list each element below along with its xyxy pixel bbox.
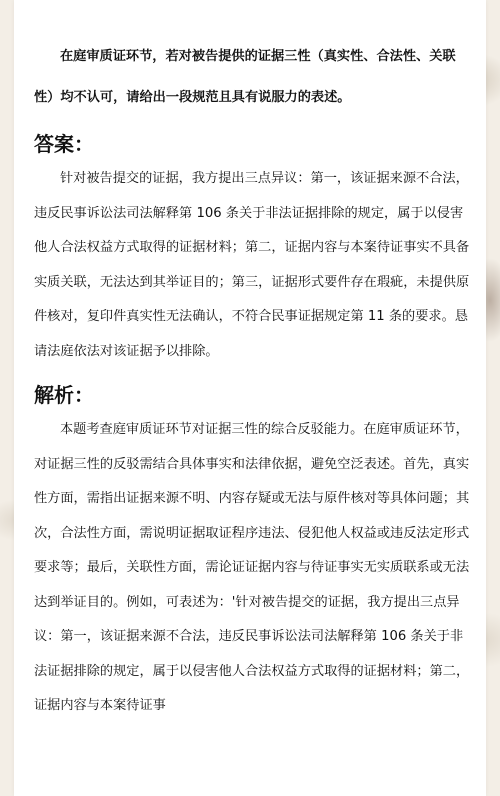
question-text: 在庭审质证环节，若对被告提供的证据三性（真实性、合法性、关联性）均不认可，请给出一段规范且具有说服力的表述。 [34,49,456,105]
answer-heading: 答案： [34,132,94,156]
document-content [34,36,470,724]
analysis-heading: 解析： [34,383,94,407]
answer-text: 针对被告提交的证据，我方提出三点异议：第一，该证据来源不合法，违反民事诉讼法司法解释第 106 条关于非法证据排除的规定，属于以侵害他人合法权益方式取得的证据材料；第二，证据内容与本案待证事实不具备实质关联，无法达到其举证目的；第三，证据形式要件存在瑕疵，未提供原件核对，复印件真实性无法确认，不符合民事证据规定第 11 条的要求。恳请法庭依法对该证据予以排除。 [34,171,470,359]
analysis-text: 本题考查庭审质证环节对证据三性的综合反驳能力。在庭审质证环节，对证据三性的反驳需结合具体事实和法律依据，避免空泛表述。首先，真实性方面，需指出证据来源不明、内容存疑或无法与原件核对等具体问题；其次，合法性方面，需说明证据取证程序违法、侵犯他人权益或违反法定形式要求等；最后，关联性方面，需论证证据内容与待证事实无实质联系或无法达到举证目的。例如，可表述为：'针对被告提交的证据，我方提出三点异议：第一，该证据来源不合法，违反民事诉讼法司法解释第 106 条关于非法证据排除的规定，属于以侵害他人合法权益方式取得的证据材料；第二，证据内容与本案待证事 [34,422,470,713]
